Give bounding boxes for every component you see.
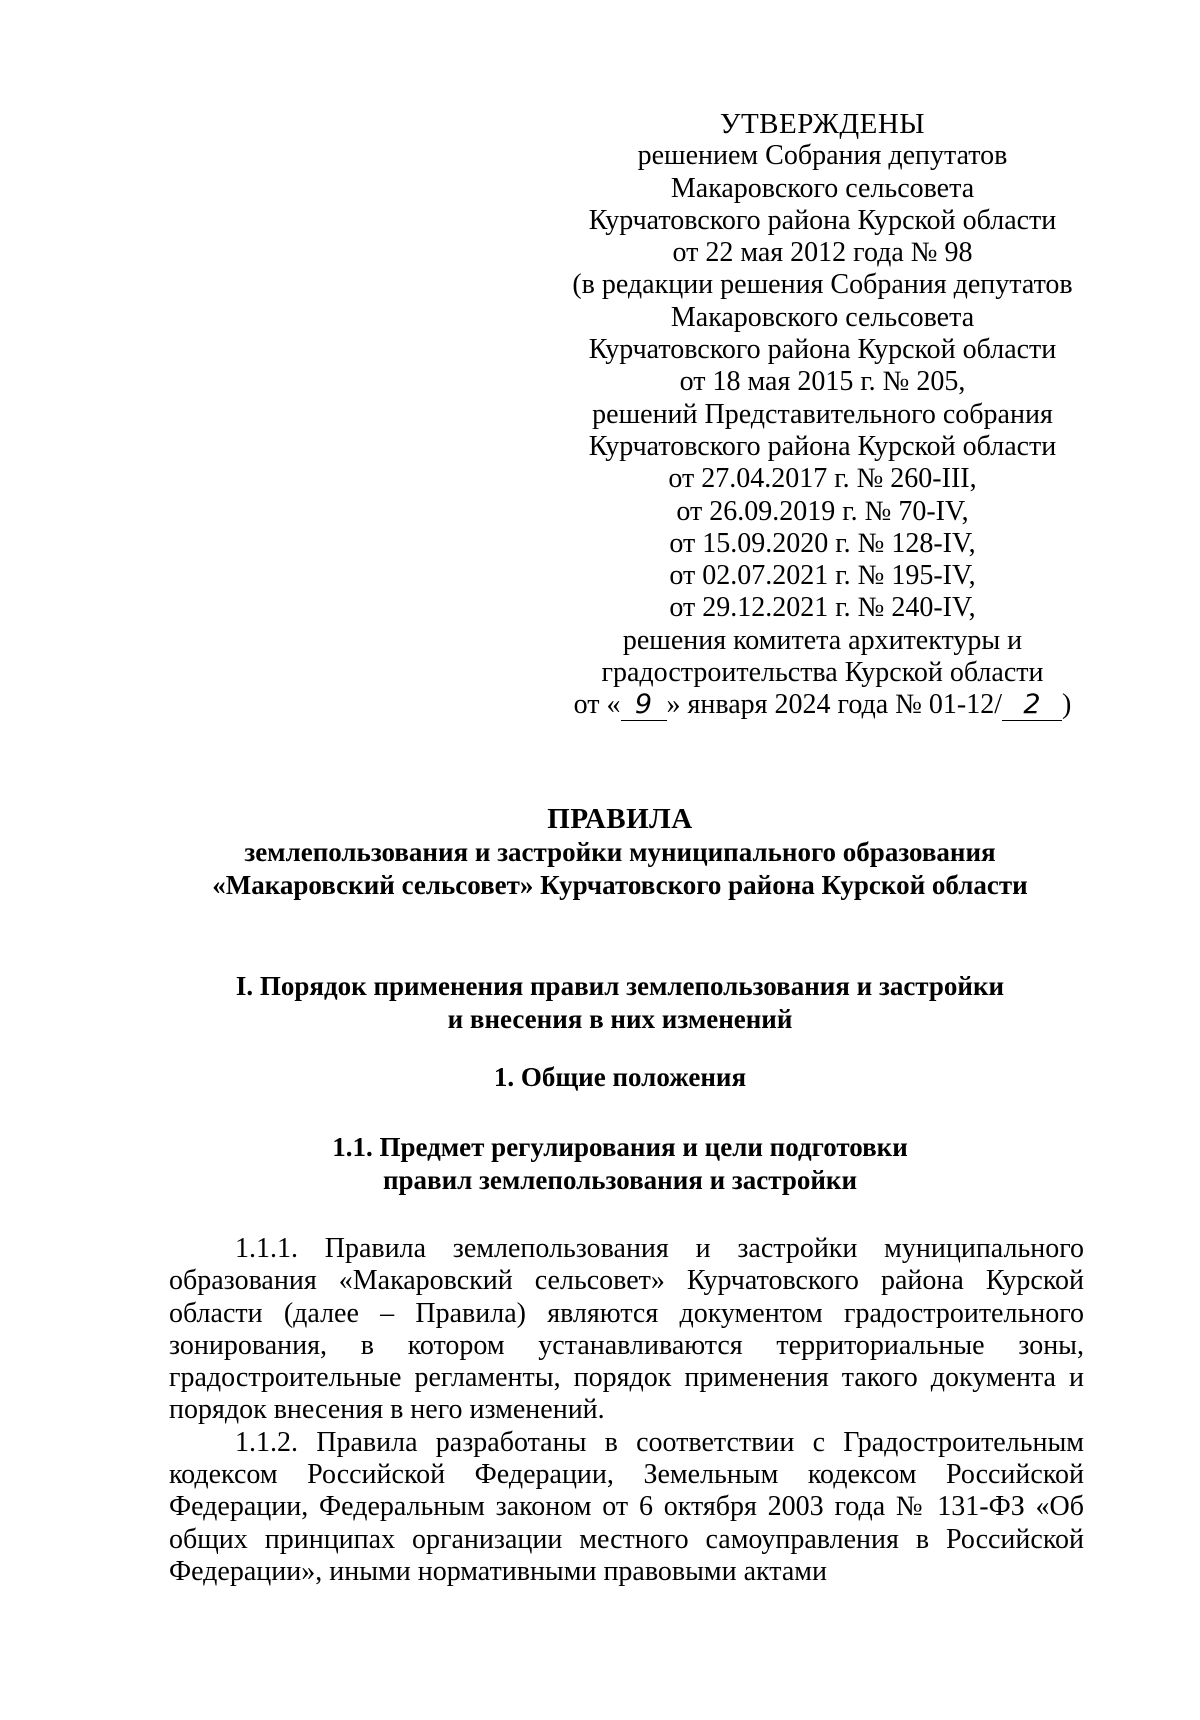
approval-line: (в редакции решения Собрания депутатов xyxy=(572,269,1073,301)
approval-line: от 22 мая 2012 года № 98 xyxy=(672,237,973,269)
handwritten-number: 2 xyxy=(1002,692,1062,718)
approval-line: решений Представительного собрания xyxy=(592,398,1053,430)
document-title: ПРАВИЛА xyxy=(547,803,693,835)
approval-line: от 26.09.2019 г. № 70-IV, xyxy=(676,495,969,527)
date-prefix: от « xyxy=(573,689,621,721)
approval-line: от 15.09.2020 г. № 128-IV, xyxy=(669,527,976,559)
date-middle: » января 2024 года № 01-12/ xyxy=(666,689,1003,721)
handwritten-day: 9 xyxy=(621,692,667,718)
section-heading xyxy=(170,970,1070,1036)
chapter-heading-line: 1. Общие положения xyxy=(493,1062,747,1092)
approval-line: градостроительства Курской области xyxy=(601,657,1044,689)
approval-line: Курчатовского района Курской области xyxy=(588,430,1057,462)
approval-heading: УТВЕРЖДЕНЫ xyxy=(719,108,926,140)
approval-line: от 18 мая 2015 г. № 205, xyxy=(679,366,966,398)
body-paragraph: 1.1.2. Правила разработаны в соответствии с Градостроительным кодексом Российской Федерации, Земельным кодексом Российской Федерации, Федеральным законом от 6 октября 2003 года № 131-ФЗ «Об общих принципах организации местного самоуправления в Российской Федерации», иными нормативными правовыми актами xyxy=(169,1426,1084,1587)
approval-line: от 27.04.2017 г. № 260-III, xyxy=(668,463,977,495)
approval-block xyxy=(560,108,1085,722)
approval-line: Макаровского сельсовета xyxy=(670,301,975,333)
date-suffix: ) xyxy=(1062,689,1072,721)
approval-line: Курчатовского района Курской области xyxy=(588,204,1057,236)
approval-line: решением Собрания депутатов xyxy=(637,140,1008,172)
subsection-heading-line: 1.1. Предмет регулирования и цели подготовки xyxy=(332,1132,908,1162)
section-heading-line: I. Порядок применения правил землепользования и застройки xyxy=(235,971,1005,1001)
document-subtitle: «Макаровский сельсовет» Курчатовского района Курской области xyxy=(212,870,1028,900)
subsection-heading xyxy=(170,1131,1070,1197)
subsection-heading-line: правил землепользования и застройки xyxy=(382,1165,858,1195)
approval-line: от 29.12.2021 г. № 240-IV, xyxy=(669,592,976,624)
body-paragraph: 1.1.1. Правила землепользования и застройки муниципального образования «Макаровский сельсовет» Курчатовского района Курской области (далее – Правила) являются документом градостроительного зонирования, в котором устанавливаются территориальные зоны, градостроительные регламенты, порядок применения такого документа и порядок внесения в него изменений. xyxy=(169,1233,1084,1426)
section-heading-line: и внесения в них изменений xyxy=(447,1004,793,1034)
document-body xyxy=(169,1233,1084,1588)
approval-line: от 02.07.2021 г. № 195-IV, xyxy=(669,560,976,592)
approval-line: Курчатовского района Курской области xyxy=(588,334,1057,366)
chapter-heading xyxy=(170,1061,1070,1094)
approval-date-line xyxy=(560,689,1085,721)
approval-line: решения комитета архитектуры и xyxy=(622,624,1023,656)
document-title-block xyxy=(170,802,1070,902)
approval-line: Макаровского сельсовета xyxy=(670,172,975,204)
document-subtitle: землепользования и застройки муниципального образования xyxy=(244,837,996,867)
